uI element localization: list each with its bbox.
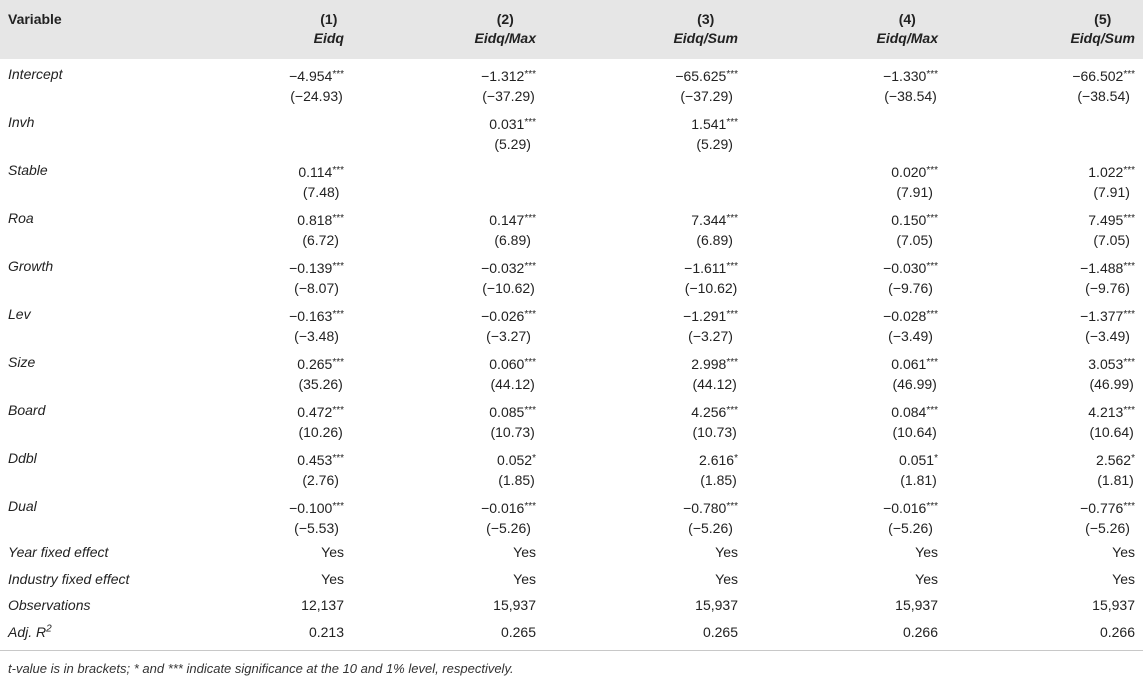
significance-stars: * (1131, 453, 1135, 464)
coef-cell (352, 203, 544, 251)
coef-cell (746, 251, 946, 299)
coefficient-value: −1.330 (883, 68, 927, 84)
coefficient-value: 0.052 (497, 452, 533, 468)
t-value: (6.89) (696, 231, 733, 248)
t-value: (−5.26) (1085, 519, 1130, 536)
table-footnote: t-value is in brackets; * and *** indicate significance at the 10 and 1% level, respectively. (8, 661, 514, 677)
t-value: (44.12) (490, 375, 535, 392)
t-value: (−3.48) (294, 327, 339, 344)
significance-stars: *** (926, 405, 938, 416)
coefficient-value: −1.488 (1080, 260, 1124, 276)
significance-stars: * (532, 453, 536, 464)
coef-cell (946, 395, 1143, 443)
significance-stars: *** (726, 69, 738, 80)
significance-stars: *** (1123, 213, 1135, 224)
significance-stars: *** (332, 165, 344, 176)
coef-cell (544, 107, 746, 155)
coef-cell (200, 299, 352, 347)
coef-cell (200, 251, 352, 299)
t-value: (35.26) (298, 375, 343, 392)
coef-cell (352, 491, 544, 539)
summary-label: Year fixed effect (8, 544, 109, 560)
t-value: (10.73) (490, 423, 535, 440)
coefficient-value: 3.053 (1088, 356, 1124, 372)
t-value: (1.81) (900, 471, 937, 488)
coef-cell (352, 155, 544, 203)
coefficient-value: 0.114 (298, 164, 333, 180)
coef-cell (200, 107, 352, 155)
significance-stars: *** (926, 357, 938, 368)
t-value: (2.76) (302, 471, 339, 488)
coef-cell (746, 155, 946, 203)
coef-cell (352, 107, 544, 155)
summary-label: Adj. $R^2$ (8, 623, 52, 640)
t-value: (5.29) (696, 135, 733, 152)
coef-cell (544, 155, 746, 203)
coefficient-value: 2.616 (699, 452, 735, 468)
significance-stars: *** (1123, 165, 1135, 176)
header-col-1: (1) Eidq (313, 11, 344, 46)
coefficient-value: −0.032 (481, 260, 525, 276)
coefficient-value: 0.060 (489, 356, 525, 372)
coef-cell (746, 107, 946, 155)
coef-cell (946, 59, 1143, 107)
significance-stars: *** (524, 117, 536, 128)
t-value: (10.26) (298, 423, 343, 440)
t-value: (−38.54) (884, 87, 937, 104)
coefficient-value: −4.954 (289, 68, 333, 84)
coef-cell (946, 251, 1143, 299)
coef-cell (946, 347, 1143, 395)
coef-cell (352, 443, 544, 491)
table-bottom-rule (0, 650, 1143, 651)
summary-cell: Yes (321, 570, 344, 587)
row-label: Invh (8, 114, 35, 130)
t-value: (−10.62) (482, 279, 535, 296)
coefficient-value: 0.061 (891, 356, 927, 372)
summary-cell: 12,137 (301, 597, 344, 614)
header-col-4: (4) Eidq/Max (876, 11, 938, 46)
t-value: (−37.29) (482, 87, 535, 104)
coefficient-value: 4.213 (1088, 404, 1124, 420)
coef-cell (746, 203, 946, 251)
significance-stars: *** (726, 501, 738, 512)
row-label: Board (8, 402, 46, 418)
table-row (0, 299, 1143, 347)
coef-cell (544, 395, 746, 443)
t-value: (−3.27) (486, 327, 531, 344)
summary-cell: Yes (915, 570, 938, 587)
coefficient-value: −0.016 (883, 500, 927, 516)
significance-stars: *** (332, 213, 344, 224)
t-value: (46.99) (1089, 375, 1134, 392)
significance-stars: *** (726, 309, 738, 320)
coef-cell (200, 203, 352, 251)
coefficient-value: 0.147 (489, 212, 525, 228)
t-value: (46.99) (892, 375, 937, 392)
coefficient-value: −66.502 (1072, 68, 1124, 84)
coef-cell (544, 443, 746, 491)
t-value: (7.05) (1093, 231, 1130, 248)
coefficient-value: −0.780 (683, 500, 727, 516)
table-row (0, 107, 1143, 155)
coefficient-value: 0.818 (297, 212, 333, 228)
coef-cell (746, 59, 946, 107)
significance-stars: *** (726, 357, 738, 368)
table-row (0, 491, 1143, 539)
significance-stars: *** (1123, 69, 1135, 80)
summary-cell: 0.266 (1099, 623, 1135, 640)
t-value: (−3.49) (888, 327, 933, 344)
coefficient-value: 0.265 (297, 356, 333, 372)
significance-stars: *** (926, 261, 938, 272)
coef-cell (746, 491, 946, 539)
summary-cell: 15,937 (895, 597, 938, 614)
significance-stars: *** (926, 501, 938, 512)
row-label: Intercept (8, 66, 63, 82)
coef-cell (200, 59, 352, 107)
significance-stars: *** (926, 309, 938, 320)
coef-cell (746, 395, 946, 443)
significance-stars: *** (524, 501, 536, 512)
t-value: (6.89) (494, 231, 531, 248)
significance-stars: *** (524, 309, 536, 320)
header-row (0, 0, 1143, 59)
superscript: 2 (46, 623, 52, 635)
t-value: (7.91) (896, 183, 933, 200)
summary-row (0, 566, 1143, 593)
summary-cell: 0.265 (500, 623, 536, 640)
coefficient-value: 1.022 (1088, 164, 1124, 180)
coefficient-value: 7.495 (1088, 212, 1124, 228)
table-row (0, 251, 1143, 299)
coefficient-value: 0.051 (899, 452, 935, 468)
summary-row (0, 539, 1143, 566)
summary-label: Observations (8, 597, 91, 614)
coefficient-value: 2.998 (691, 356, 727, 372)
coef-cell (946, 443, 1143, 491)
significance-stars: *** (1123, 357, 1135, 368)
coef-cell (544, 251, 746, 299)
summary-label: Industry fixed effect (8, 570, 130, 587)
coef-cell (544, 203, 746, 251)
coef-cell (746, 347, 946, 395)
coefficient-value: 0.084 (891, 404, 927, 420)
t-value: (10.64) (892, 423, 937, 440)
header-col-5: (5) Eidq/Sum (1070, 11, 1135, 46)
summary-cell: 0.213 (308, 623, 344, 640)
row-label: Dual (8, 498, 37, 514)
coef-cell (352, 251, 544, 299)
coef-cell (200, 443, 352, 491)
coef-cell (746, 443, 946, 491)
coefficient-value: −65.625 (675, 68, 727, 84)
coef-cell (946, 299, 1143, 347)
t-value: (−5.26) (688, 519, 733, 536)
coef-cell (946, 491, 1143, 539)
coef-cell (200, 491, 352, 539)
header-variable: Variable (8, 11, 62, 27)
significance-stars: *** (1123, 261, 1135, 272)
coefficient-value: −0.028 (883, 308, 927, 324)
coefficient-value: −0.016 (481, 500, 525, 516)
summary-cell: Yes (915, 544, 938, 560)
significance-stars: *** (1123, 405, 1135, 416)
t-value: (44.12) (692, 375, 737, 392)
t-value: (1.85) (498, 471, 535, 488)
coef-cell (200, 155, 352, 203)
coef-cell (946, 107, 1143, 155)
coefficient-value: −0.163 (289, 308, 333, 324)
row-label: Growth (8, 258, 54, 274)
table-row (0, 203, 1143, 251)
table-body (0, 59, 1143, 645)
significance-stars: *** (332, 453, 344, 464)
table-row (0, 59, 1143, 107)
coef-cell (544, 491, 746, 539)
header-col-2: (2) Eidq/Max (474, 11, 536, 46)
coefficient-value: −1.291 (683, 308, 727, 324)
coefficient-value: 4.256 (691, 404, 727, 420)
row-label: Size (8, 354, 36, 370)
coefficient-value: −0.776 (1080, 500, 1124, 516)
significance-stars: * (934, 453, 938, 464)
coefficient-value: −0.100 (289, 500, 333, 516)
significance-stars: *** (524, 213, 536, 224)
significance-stars: *** (524, 69, 536, 80)
summary-cell: 0.265 (702, 623, 738, 640)
t-value: (7.91) (1093, 183, 1130, 200)
coefficient-value: 0.150 (891, 212, 927, 228)
significance-stars: *** (524, 405, 536, 416)
t-value: (−9.76) (1085, 279, 1130, 296)
summary-row (0, 592, 1143, 619)
coef-cell (200, 395, 352, 443)
row-label: Ddbl (8, 450, 37, 466)
significance-stars: *** (332, 357, 344, 368)
coefficient-value: 1.541 (691, 116, 727, 132)
t-value: (1.81) (1097, 471, 1134, 488)
t-value: (−5.53) (294, 519, 339, 536)
summary-cell: Yes (715, 570, 738, 587)
table-row (0, 395, 1143, 443)
significance-stars: *** (926, 213, 938, 224)
coefficient-value: 0.020 (891, 164, 927, 180)
summary-cell: 15,937 (1092, 597, 1135, 614)
t-value: (10.64) (1089, 423, 1134, 440)
t-value: (−5.26) (486, 519, 531, 536)
coefficient-value: −0.030 (883, 260, 927, 276)
significance-stars: * (734, 453, 738, 464)
coef-cell (352, 299, 544, 347)
t-value: (−24.93) (290, 87, 343, 104)
coef-cell (746, 299, 946, 347)
coefficient-value: 0.472 (297, 404, 333, 420)
t-value: (−38.54) (1077, 87, 1130, 104)
significance-stars: *** (332, 501, 344, 512)
significance-stars: *** (332, 261, 344, 272)
significance-stars: *** (332, 69, 344, 80)
row-label: Lev (8, 306, 31, 322)
coef-cell (352, 395, 544, 443)
significance-stars: *** (726, 405, 738, 416)
significance-stars: *** (726, 213, 738, 224)
coefficient-value: 0.453 (297, 452, 333, 468)
summary-cell: Yes (513, 570, 536, 587)
t-value: (−37.29) (680, 87, 733, 104)
t-value: (10.73) (692, 423, 737, 440)
t-value: (−5.26) (888, 519, 933, 536)
coef-cell (946, 203, 1143, 251)
coefficient-value: −1.611 (684, 260, 727, 276)
coefficient-value: 2.562 (1096, 452, 1132, 468)
coefficient-value: 0.031 (489, 116, 525, 132)
summary-cell: Yes (1112, 570, 1135, 587)
coefficient-value: −0.139 (289, 260, 333, 276)
t-value: (−9.76) (888, 279, 933, 296)
summary-cell: 0.266 (902, 623, 938, 640)
coefficient-value: −0.026 (481, 308, 525, 324)
row-label: Stable (8, 162, 48, 178)
significance-stars: *** (726, 261, 738, 272)
coefficient-value: −1.312 (481, 68, 525, 84)
t-value: (5.29) (494, 135, 531, 152)
significance-stars: *** (1123, 309, 1135, 320)
summary-row (0, 619, 1143, 646)
table-row (0, 347, 1143, 395)
significance-stars: *** (926, 69, 938, 80)
t-value: (7.48) (302, 183, 340, 200)
coef-cell (544, 299, 746, 347)
summary-cell: Yes (321, 544, 344, 560)
coefficient-value: 0.085 (489, 404, 525, 420)
significance-stars: *** (332, 405, 344, 416)
coef-cell (352, 59, 544, 107)
coef-cell (544, 347, 746, 395)
coefficient-value: −1.377 (1080, 308, 1124, 324)
significance-stars: *** (524, 261, 536, 272)
coefficient-value: 7.344 (691, 212, 727, 228)
significance-stars: *** (332, 309, 344, 320)
summary-cell: Yes (715, 544, 738, 560)
summary-cell: Yes (513, 544, 536, 560)
t-value: (−10.62) (684, 279, 738, 296)
coef-cell (544, 59, 746, 107)
significance-stars: *** (1123, 501, 1135, 512)
significance-stars: *** (524, 357, 536, 368)
summary-cell: 15,937 (695, 597, 738, 614)
t-value: (−3.49) (1085, 327, 1130, 344)
coef-cell (352, 347, 544, 395)
row-label: Roa (8, 210, 34, 226)
t-value: (−3.27) (688, 327, 733, 344)
t-value: (7.05) (896, 231, 933, 248)
summary-cell: 15,937 (493, 597, 536, 614)
t-value: (−8.07) (294, 279, 339, 296)
summary-cell: Yes (1112, 544, 1135, 560)
table-row (0, 155, 1143, 203)
header-col-3: (3) Eidq/Sum (673, 11, 738, 46)
coef-cell (946, 155, 1143, 203)
t-value: (6.72) (302, 231, 339, 248)
significance-stars: *** (726, 117, 738, 128)
table-row (0, 443, 1143, 491)
coef-cell (200, 347, 352, 395)
t-value: (1.85) (700, 471, 737, 488)
significance-stars: *** (926, 165, 938, 176)
